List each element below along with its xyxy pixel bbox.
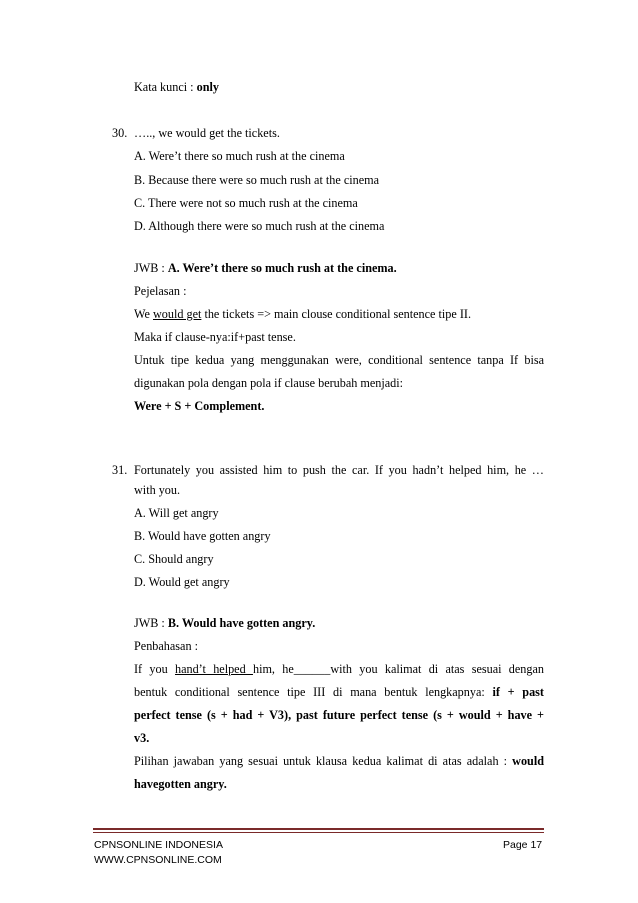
- q31-question-line2: with you.: [134, 483, 181, 497]
- q30-option-b: B. Because there were so much rush at the cinema: [134, 173, 380, 187]
- formula-text: Were + S + Complement.: [134, 399, 265, 413]
- text-segment: If you: [134, 662, 175, 676]
- bold-segment: v3.: [134, 731, 150, 745]
- footer-site-url[interactable]: WWW.CPNSONLINE.COM: [94, 854, 222, 866]
- q30-question: ….., we would get the tickets.: [134, 126, 280, 140]
- text-segment: Pilihan jawaban yang sesuai untuk klausa kedua kalimat di atas adalah :: [134, 754, 513, 768]
- bold-segment: perfect tense (s + had + V3), past future perfect tense (s + would + have +: [134, 708, 544, 722]
- q31-option-a: A. Will get angry: [134, 506, 219, 520]
- q30-explanation-line3: Untuk tipe kedua yang menggunakan were, conditional sentence tanpa If bisa: [134, 353, 544, 367]
- q31-explanation-line6: [134, 776, 227, 792]
- q29-keyword: [134, 79, 219, 95]
- q30-option-a: A. Were’t there so much rush at the cinema: [134, 149, 345, 163]
- q31-explanation-line5: [134, 753, 544, 769]
- underlined-phrase: would get: [152, 307, 202, 321]
- q31-option-c: C. Should angry: [134, 552, 214, 566]
- footer-rule-thin: [93, 832, 544, 833]
- q31-number: 31.: [112, 463, 128, 477]
- q31-explanation-line1: [134, 661, 544, 677]
- answer-value: B. Would have gotten angry.: [167, 616, 316, 630]
- footer-page-number: Page 17: [503, 839, 543, 851]
- q30-option-c: C. There were not so much rush at the cinema: [134, 196, 358, 210]
- q30-formula: [134, 398, 264, 414]
- text-segment: bentuk conditional sentence tipe III di mana bentuk lengkapnya:: [134, 685, 493, 699]
- q31-explanation-line4: [134, 730, 149, 746]
- q31-answer: [134, 615, 315, 631]
- answer-label: JWB :: [134, 616, 168, 630]
- text-segment: him, he______with you kalimat di atas sesuai dengan: [252, 662, 544, 676]
- q30-explanation-line1: [134, 306, 471, 322]
- q30-option-d: D. Although there were so much rush at the cinema: [134, 219, 385, 233]
- q30-explanation-title: Pejelasan :: [134, 284, 187, 298]
- q31-explanation-line3: [134, 707, 544, 723]
- bold-segment: if + past: [492, 685, 544, 699]
- q30-answer: [134, 260, 397, 276]
- q30-number: 30.: [112, 126, 128, 140]
- text-segment: We: [134, 307, 153, 321]
- footer-site-name: CPNSONLINE INDONESIA: [94, 839, 223, 851]
- answer-value: A. Were’t there so much rush at the cinema.: [167, 261, 397, 275]
- footer-rule: [93, 828, 544, 830]
- keyword-value: only: [196, 80, 219, 94]
- text-segment: the tickets => main clouse conditional sentence tipe II.: [201, 307, 471, 321]
- bold-segment: havegotten angry.: [134, 777, 227, 791]
- q31-explanation-line2: [134, 684, 544, 700]
- q30-explanation-line4: digunakan pola dengan pola if clause berubah menjadi:: [134, 376, 404, 390]
- underlined-phrase: hand’t helped: [174, 662, 253, 676]
- q30-explanation-line2: Maka if clause-nya:if+past tense.: [134, 330, 296, 344]
- q31-option-d: D. Would get angry: [134, 575, 230, 589]
- keyword-label: Kata kunci :: [134, 80, 197, 94]
- q31-question-line1: Fortunately you assisted him to push the car. If you hadn’t helped him, he …: [134, 463, 544, 477]
- answer-label: JWB :: [134, 261, 168, 275]
- q31-option-b: B. Would have gotten angry: [134, 529, 271, 543]
- bold-segment: would: [512, 754, 544, 768]
- q31-explanation-title: Penbahasan :: [134, 639, 198, 653]
